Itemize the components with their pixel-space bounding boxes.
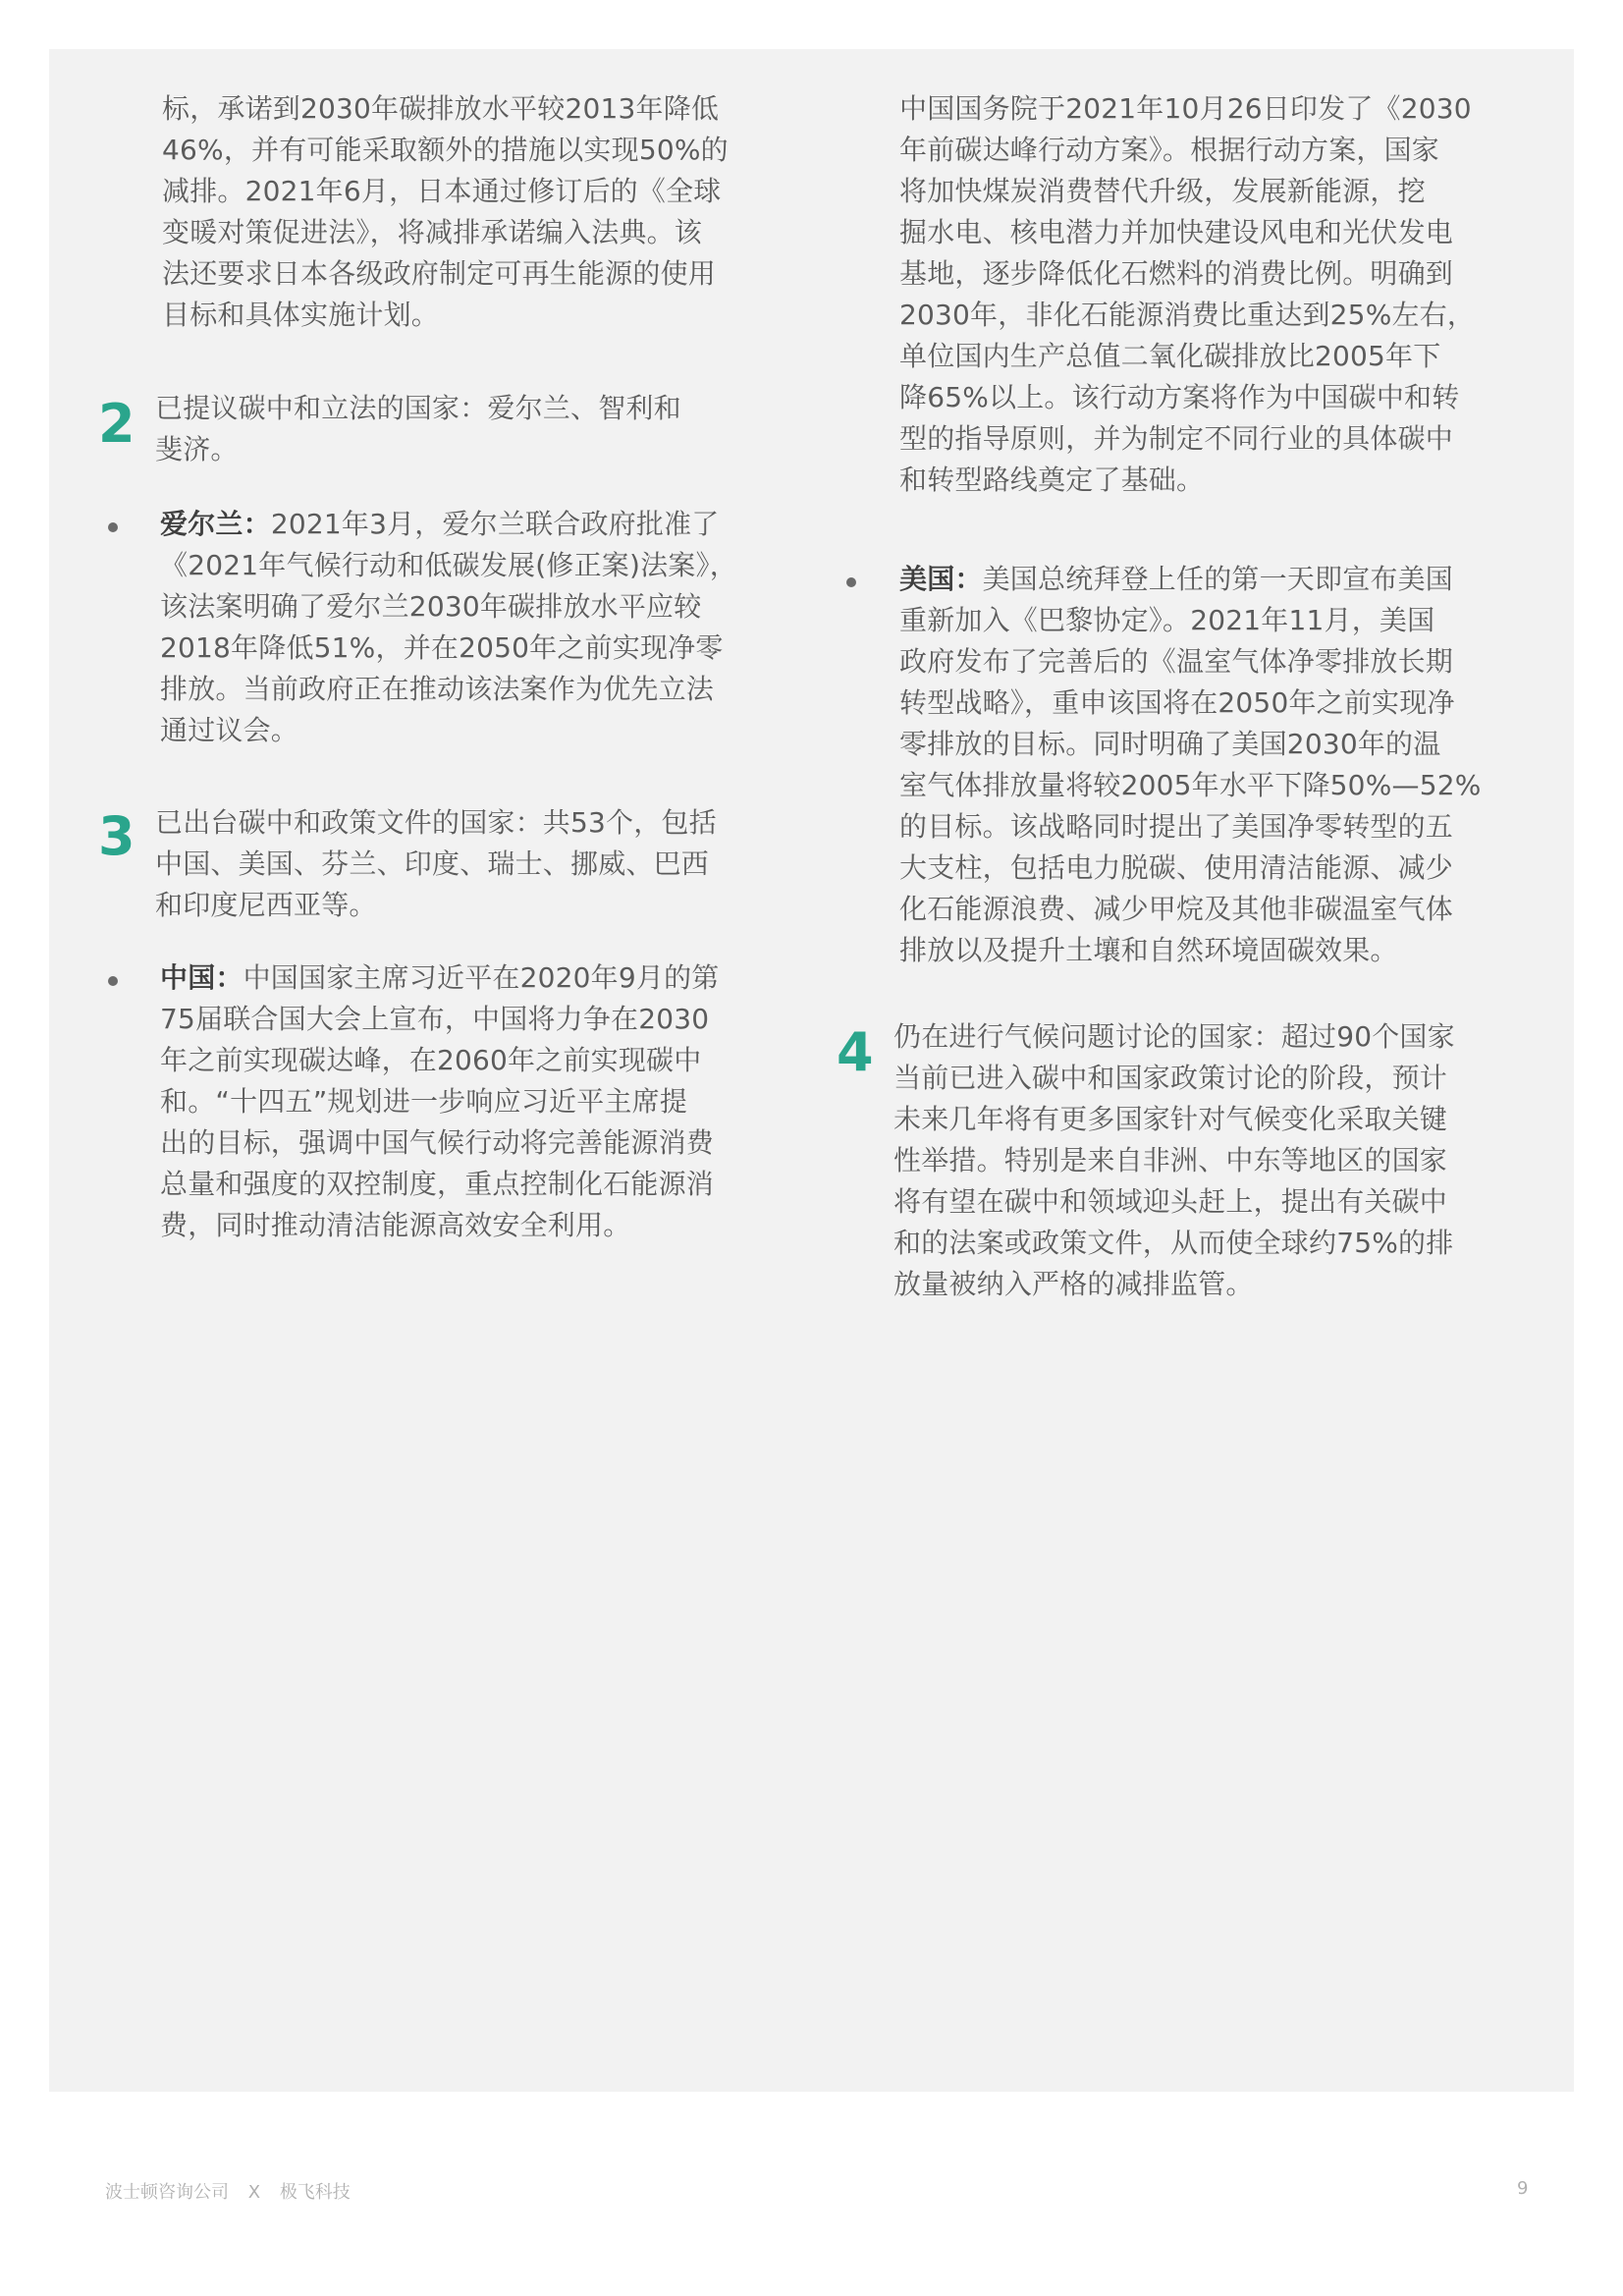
text-line: 当前已进入碳中和国家政策讨论的阶段，预计 <box>893 1062 1448 1094</box>
text-line: 将加快煤炭消费替代升级，发展新能源，挖 <box>899 175 1426 207</box>
text-line: 政府发布了完善后的《温室气体净零排放长期 <box>899 645 1454 678</box>
usa-bullet <box>899 559 1482 971</box>
china-first-line: 中国国家主席习近平在2020年9月的第 <box>243 961 720 994</box>
text-line: 单位国内生产总值二氧化碳排放比2005年下 <box>899 340 1441 372</box>
section-2-heading <box>155 388 681 470</box>
text-line: 重新加入《巴黎协定》。2021年11月，美国 <box>899 604 1435 636</box>
text-line: 《2021年气候行动和低碳发展(修正案)法案》， <box>160 549 737 581</box>
text-line: 目标和具体实施计划。 <box>162 299 440 331</box>
text-line: 年前碳达峰行动方案》。根据行动方案，国家 <box>899 134 1440 166</box>
text-line: 室气体排放量将较2005年水平下降50%—52% <box>899 769 1482 801</box>
text-line: 将有望在碳中和领域迎头赶上，提出有关碳中 <box>893 1185 1448 1218</box>
japan-paragraph-continuation <box>162 88 729 336</box>
text-line: 已出台碳中和政策文件的国家：共53个，包括 <box>155 806 717 839</box>
text-line: 仍在进行气候问题讨论的国家：超过90个国家 <box>893 1020 1455 1053</box>
text-line: 年之前实现碳达峰，在2060年之前实现碳中 <box>160 1044 702 1076</box>
text-line: 型的指导原则，并为制定不同行业的具体碳中 <box>899 422 1454 455</box>
text-line: 和转型路线奠定了基础。 <box>899 464 1205 496</box>
content-panel <box>49 49 1574 2092</box>
text-line: 基地，逐步降低化石燃料的消费比例。明确到 <box>899 257 1454 290</box>
text-line: 排放。当前政府正在推动该法案作为优先立法 <box>160 673 715 705</box>
text-line: 转型战略》，重申该国将在2050年之前实现净 <box>899 686 1455 719</box>
footer-company-2: 极飞科技 <box>279 2182 351 2203</box>
text-line: 变暖对策促进法》，将减排承诺编入法典。该 <box>162 216 703 248</box>
text-line: 大支柱，包括电力脱碳、使用清洁能源、减少 <box>899 851 1454 884</box>
usa-label: 美国： <box>899 563 983 595</box>
text-line: 和印度尼西亚等。 <box>155 889 377 921</box>
footer-credits <box>105 2178 351 2204</box>
text-line: 2030年，非化石能源消费比重达到25%左右， <box>899 299 1476 331</box>
ireland-first-line: 2021年3月，爱尔兰联合政府批准了 <box>270 508 720 540</box>
china-paragraph-continuation <box>899 88 1475 501</box>
text-line: 和。“十四五”规划进一步响应习近平主席提 <box>160 1085 688 1118</box>
page-number: 9 <box>1517 2178 1529 2199</box>
footer-company-1: 波士顿咨询公司 <box>105 2182 229 2203</box>
text-line: 法还要求日本各级政府制定可再生能源的使用 <box>162 257 717 290</box>
text-line: 46%，并有可能采取额外的措施以实现50%的 <box>162 134 729 166</box>
text-line: 的目标。该战略同时提出了美国净零转型的五 <box>899 810 1454 843</box>
text-line: 和的法案或政策文件，从而使全球约75%的排 <box>893 1227 1454 1259</box>
text-line: 性举措。特别是来自非洲、中东等地区的国家 <box>893 1144 1448 1176</box>
text-line: 标，承诺到2030年碳排放水平较2013年降低 <box>162 92 720 125</box>
text-line: 2018年降低51%，并在2050年之前实现净零 <box>160 631 724 664</box>
china-bullet <box>160 957 719 1246</box>
text-line <box>160 504 737 545</box>
section-3-heading <box>155 802 717 926</box>
text-line <box>899 559 1482 600</box>
section-number-2: 2 <box>98 393 135 455</box>
section-4-paragraph <box>893 1016 1455 1305</box>
bullet-dot <box>108 976 118 986</box>
text-line <box>160 957 719 999</box>
text-line: 通过议会。 <box>160 714 299 746</box>
text-line: 降65%以上。该行动方案将作为中国碳中和转 <box>899 381 1460 413</box>
ireland-label: 爱尔兰： <box>160 508 271 540</box>
ireland-bullet <box>160 504 737 751</box>
text-line: 放量被纳入严格的减排监管。 <box>893 1268 1254 1300</box>
text-line: 75届联合国大会上宣布，中国将力争在2030 <box>160 1003 710 1035</box>
text-line: 总量和强度的双控制度，重点控制化石能源消 <box>160 1168 715 1200</box>
text-line: 化石能源浪费、减少甲烷及其他非碳温室气体 <box>899 893 1454 925</box>
bullet-dot <box>846 577 856 587</box>
text-line: 中国、美国、芬兰、印度、瑞士、挪威、巴西 <box>155 847 710 880</box>
text-line: 中国国务院于2021年10月26日印发了《2030 <box>899 92 1472 125</box>
text-line: 已提议碳中和立法的国家：爱尔兰、智利和 <box>155 392 681 424</box>
text-line: 未来几年将有更多国家针对气候变化采取关键 <box>893 1103 1448 1135</box>
text-line: 零排放的目标。同时明确了美国2030年的温 <box>899 728 1441 760</box>
text-line: 排放以及提升土壤和自然环境固碳效果。 <box>899 934 1398 966</box>
usa-first-line: 美国总统拜登上任的第一天即宣布美国 <box>982 563 1454 595</box>
text-line: 出的目标，强调中国气候行动将完善能源消费 <box>160 1126 715 1159</box>
section-number-3: 3 <box>98 805 135 867</box>
text-line: 费，同时推动清洁能源高效安全利用。 <box>160 1209 631 1241</box>
text-line: 掘水电、核电潜力并加快建设风电和光伏发电 <box>899 216 1454 248</box>
china-label: 中国： <box>160 961 243 994</box>
section-number-4: 4 <box>837 1021 874 1083</box>
bullet-dot <box>108 522 118 532</box>
text-line: 该法案明确了爱尔兰2030年碳排放水平应较 <box>160 590 702 623</box>
text-line: 斐济。 <box>155 433 239 465</box>
footer-separator: X <box>247 2182 261 2203</box>
text-line: 减排。2021年6月，日本通过修订后的《全球 <box>162 175 722 207</box>
